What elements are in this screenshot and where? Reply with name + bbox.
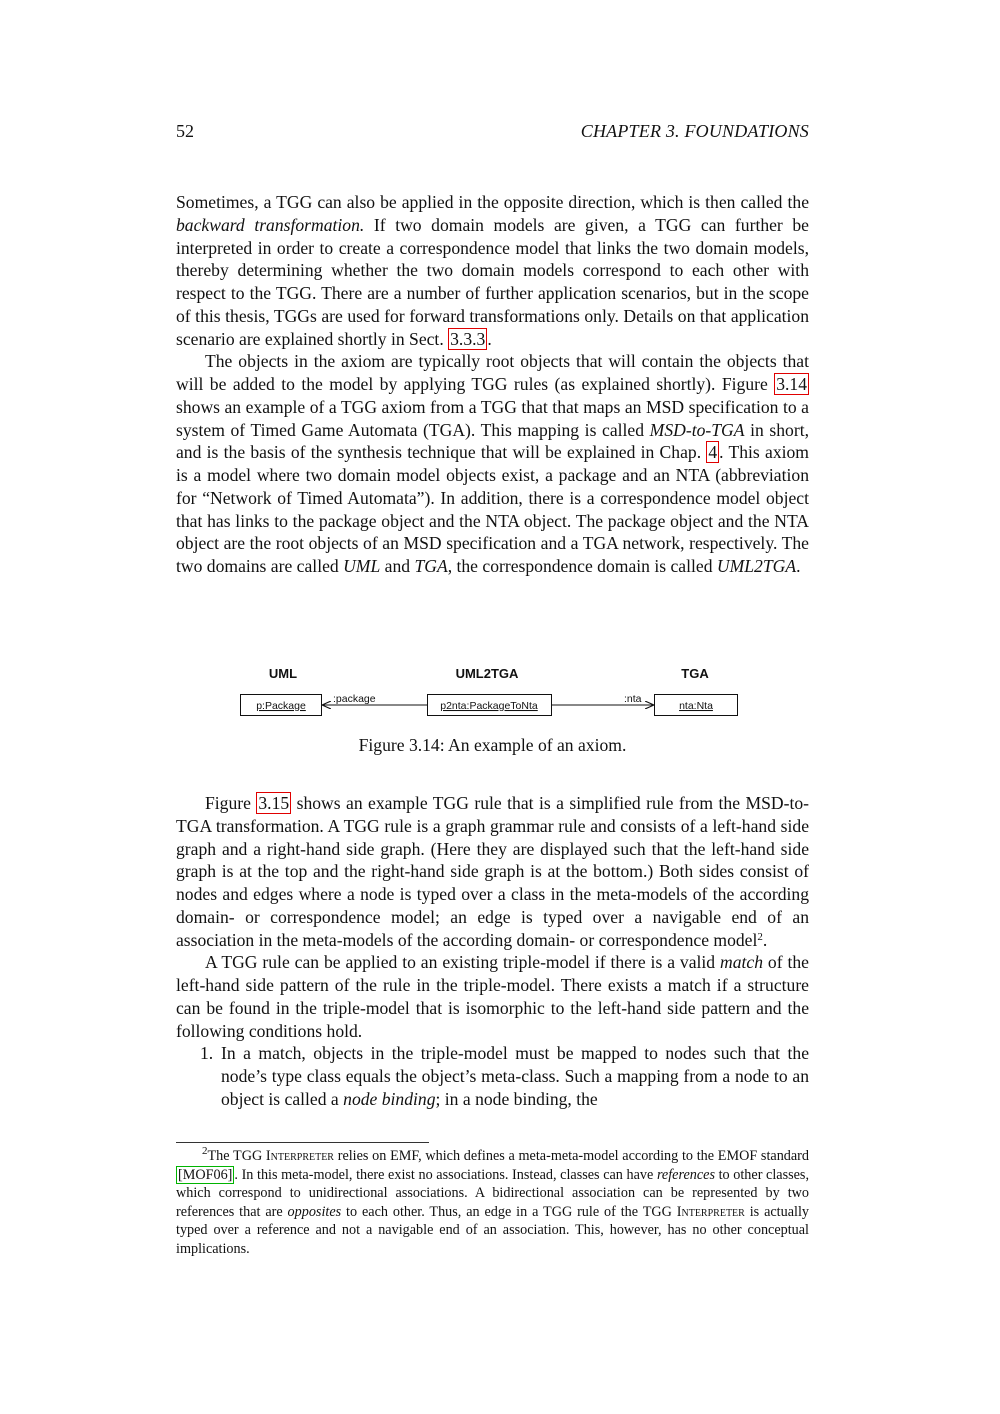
section-link[interactable]: 3.3.3 [450, 328, 486, 349]
footnote-divider [176, 1142, 429, 1143]
page-header [176, 121, 809, 143]
paragraph-match: A TGG rule can be applied to an existing triple-model if there is a valid match of the left-hand side pattern of the rule in the triple-model. There exists a match if a structure can be found in the triple-model that is isomorphic to the left-hand side pattern and the following conditions hold. [176, 952, 809, 1041]
package-object-label: p:Package [256, 700, 306, 712]
footnote-marker[interactable]: 2 [757, 930, 763, 943]
text-block-top [176, 191, 809, 578]
correspondence-object-label: p2nta:PackageToNta [440, 700, 538, 712]
text-block-bottom [176, 792, 809, 1111]
list-number: 1. [200, 1043, 214, 1064]
domain-heading-tga: TGA [681, 666, 709, 681]
chapter-link[interactable]: 4 [708, 442, 718, 463]
footnote: $^2$The TGG Interpreter relies on EMF, which defines a meta-meta-model according to the EMOF standard [MOF06] . In this meta-model, there exist no associations. Instead, classes can have references to other classes, which correspond to unidirectional associations. A bidirectional association can be represented by two references that are opposites to each other. Thus, an edge in a TGG rule of the TGG Interpreter is actually typed over a reference and not a navigable end of an association. This, however, has no other conceptual implications. [176, 1145, 809, 1257]
chapter-title: CHAPTER 3. FOUNDATIONS [580, 121, 809, 141]
footnote-number: 2 [202, 1145, 208, 1157]
list-item [176, 1042, 809, 1110]
nta-link-label: :nta [624, 693, 642, 705]
paragraph-axiom: The objects in the axiom are typically root objects that will contain the objects that will be added to the model by applying TGG rules (as explained shortly). Figure 3.14 shows an example of a TGG axiom from a TGG that that maps an MSD specification to a system of Timed Game Automata (TGA). This mapping is called MSD-to-TGA in short, and is the basis of the synthesis technique that will be explained in Chap. 4 . This axiom is a model where two domain model objects exist, a package and an NTA (abbreviation for “Network of Timed Automata”). In addition, there is a correspondence model object that has links to the package object and the NTA object. The package object and the NTA object are the root objects of an MSD specification and a TGA network, respectively. The two domains are called UML and TGA, the correspondence domain is called UML2TGA. [176, 351, 809, 576]
axiom-diagram [176, 660, 809, 730]
domain-heading-uml2tga: UML2TGA [455, 666, 519, 681]
figure-link[interactable]: 3.15 [258, 793, 290, 813]
paragraph-tgg-rule: Figure 3.15 shows an example TGG rule that is a simplified rule from the MSD-to-TGA transformation. A TGG rule is a graph grammar rule and consists of a left-hand side graph and a right-hand side graph. (Here they are displayed such that the left-hand side graph is at the top and the right-hand side graph is at the bottom.) Both sides consist of nodes and edges where a node is typed over a class in the meta-models of the according domain- or correspondence model; an edge is typed over a navigable end of an association in the meta-models of the according domain- or correspondence model$^2$. [176, 793, 809, 950]
list-item-text: In a match, objects in the triple-model must be mapped to nodes such that the node’s type class equals the object’s meta-class. Such a mapping from a node to an object is called a node binding; in a node binding, the [221, 1043, 809, 1109]
paragraph-backward-transformation: Sometimes, a TGG can also be applied in the opposite direction, which is then called the backward transformation. If two domain models are given, a TGG can further be interpreted in order to create a correspondence model that links the two domain models, thereby determining whether the two domain models correspond to each other with respect to the TGG. There are a number of further application scenarios, but in the scope of this thesis, TGGs are used for forward transformations only. Details on that application scenario are explained shortly in Sect. 3.3.3 . [176, 192, 809, 349]
nta-object-label: nta:Nta [679, 700, 713, 712]
figure-caption: Figure 3.14: An example of an axiom. [358, 735, 627, 755]
domain-heading-uml: UML [268, 666, 298, 681]
citation-link[interactable]: [MOF06] [178, 1166, 233, 1183]
figure-link[interactable]: 3.14 [776, 374, 807, 394]
page-number: 52 [176, 121, 194, 141]
package-link-label: :package [333, 693, 376, 705]
